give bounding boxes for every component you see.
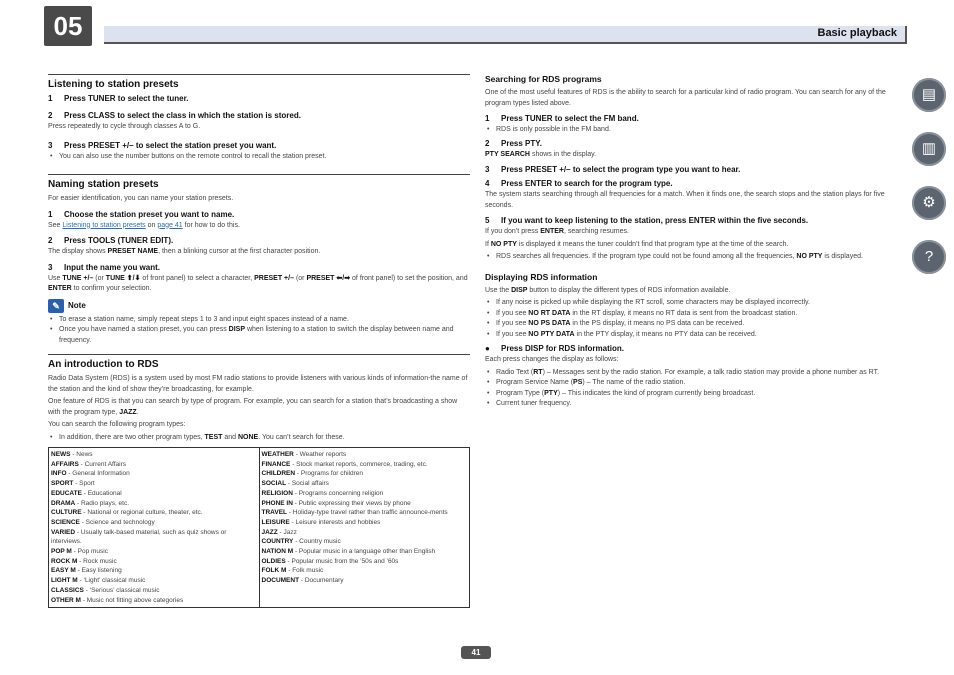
note-heading: ✎ Note: [48, 299, 470, 313]
naming-title: Naming station presets: [48, 174, 470, 190]
listening-step-2-desc: Press repeatedly to cycle through classes A to G.: [48, 123, 201, 130]
searching-step-5-desc-b: If NO PTY is displayed it means the tuner couldn’t find that program type at the time of the search.: [485, 240, 789, 248]
listening-step-2: 2 Press CLASS to select the class in which the station is stored.: [48, 111, 301, 120]
naming-step-3: 3 Input the name you want.: [48, 262, 161, 272]
naming-step-2: 2 Press TOOLS (TUNER EDIT).: [48, 236, 174, 245]
displaying-bullet-3: • If you see NO PS DATA in the PS display, it means no PS data can be received.: [487, 320, 745, 327]
displaying-bullet-4: • If you see NO PTY DATA in the PTY display, it means no PTY data can be received.: [487, 330, 757, 338]
displaying-bullet-1: • If any noise is picked up while displaying the RT scroll, some characters may be displayed incorrectly.: [487, 299, 810, 306]
searching-title: Searching for RDS programs: [485, 74, 602, 84]
searching-step-2: 2 Press PTY.: [485, 138, 542, 148]
program-type-item: EASY M - Easy listening: [51, 567, 122, 575]
searching-step-5-bullet: • RDS searches all frequencies. If the program type could not be found among all the frequencies, NO PTY is displayed.: [487, 253, 863, 260]
displaying-intro: Use the DISP button to display the different types of RDS information available.: [485, 286, 731, 294]
program-type-item: EDUCATE - Educational: [51, 489, 122, 497]
program-type-item: NEWS - News: [51, 451, 93, 458]
note-bullet-2: • Once you have named a station preset, you can press DISP when listening to a station to switch the display between name and frequency.: [50, 326, 454, 344]
displaying-title: Displaying RDS information: [485, 271, 598, 282]
naming-step-2-desc: The display shows PRESET NAME, then a blinking cursor at the first character position.: [48, 248, 321, 255]
program-type-item: AFFAIRS - Current Affairs: [51, 460, 127, 468]
searching-step-2-desc: PTY SEARCH shows in the display.: [485, 150, 597, 158]
program-type-item: SPORT - Sport: [51, 480, 95, 488]
question-mark-icon[interactable]: ?: [912, 240, 946, 274]
displaying-bullet-2: • If you see NO RT DATA in the RT display, it means no RT data is sent from the broadcast station.: [487, 309, 798, 317]
link-listening-presets[interactable]: Listening to station presets: [62, 221, 146, 229]
display-cycle-pty: • Program Type (PTY) – This indicates the kind of program currently being broadcast.: [487, 389, 756, 397]
rds-intro-p1: Radio Data System (RDS) is a system used by most FM radio stations to provide listeners with various kinds of information-the name of the station and the kind of show they’re broadcasting, for example.: [48, 375, 468, 393]
rds-intro-p2: One feature of RDS is that you can search by type of program. For example, you can search for a station that’s broadcasting a show with the program type, JAZZ.: [48, 398, 458, 416]
note-pencil-icon: ✎: [48, 299, 64, 313]
searching-step-1: 1 Press TUNER to select the FM band.: [485, 114, 639, 123]
naming-intro: For easier identification, you can name your station presets.: [48, 195, 234, 202]
side-navigation: [912, 78, 946, 294]
program-type-item: DRAMA - Radio plays, etc.: [51, 499, 130, 507]
program-type-item: WEATHER - Weather reports: [261, 451, 347, 458]
naming-step-3-desc: Use TUNE +/– (or TUNE ⬆/⬇ of front panel) to select a character, PRESET +/– (or PRESET ⬅/➡ of front panel) to set the position, and ENTER to confirm your selection.: [48, 274, 468, 292]
program-type-item: CHILDREN - Programs for children: [261, 470, 364, 478]
display-cycle-rt: • Radio Text (RT) – Messages sent by the radio station. For example, a talk radio station may provide a phone number as RT.: [487, 368, 880, 376]
left-column: [48, 74, 470, 608]
program-types-left: [49, 448, 260, 608]
program-type-item: OTHER M - Music not fitting above categories: [51, 596, 184, 604]
searching-step-5-desc-a: If you don’t press ENTER, searching resumes.: [485, 228, 629, 235]
program-type-item: JAZZ - Jazz: [261, 528, 297, 536]
program-types-table: [48, 447, 470, 608]
program-type-item: PHONE IN - Public expressing their views by phone: [261, 499, 411, 507]
section-title: Basic playback: [817, 27, 897, 39]
header-bar: [104, 26, 907, 44]
searching-intro: One of the most useful features of RDS is the ability to search for a particular kind of radio program. You can search for any of the program types listed above.: [485, 89, 886, 107]
link-page-41[interactable]: page 41: [157, 221, 183, 229]
displaying-step-desc: Each press changes the display as follows:: [485, 356, 619, 363]
program-type-item: CLASSICS - ‘Serious’ classical music: [51, 586, 160, 594]
program-type-item: LIGHT M - ‘Light’ classical music: [51, 577, 146, 585]
displaying-step: ● Press DISP for RDS information.: [485, 344, 624, 353]
display-cycle-ps: • Program Service Name (PS) – The name of the radio station.: [487, 379, 686, 386]
program-type-item: RELIGION - Programs concerning religion: [261, 489, 384, 497]
naming-step-1: 1 Choose the station preset you want to name.: [48, 209, 235, 219]
rds-intro-bullet: • In addition, there are two other program types, TEST and NONE. You can’t search for these.: [50, 433, 345, 441]
listening-step-1: 1 Press TUNER to select the tuner.: [48, 94, 189, 103]
program-type-item: LEISURE - Leisure interests and hobbies: [261, 518, 381, 526]
right-column: [485, 74, 901, 410]
rds-intro-title: An introduction to RDS: [48, 354, 470, 370]
program-type-item: FINANCE - Stock market reports, commerce, trading, etc.: [261, 460, 428, 468]
program-type-item: SCIENCE - Science and technology: [51, 518, 155, 526]
chapter-number: 05: [44, 6, 92, 46]
searching-step-3: 3 Press PRESET +/– to select the program type you want to hear.: [485, 165, 741, 174]
searching-step-4-desc: The system starts searching through all frequencies for a match. When it finds one, the search stops and the station plays for five seconds.: [485, 191, 885, 209]
searching-step-4: 4 Press ENTER to search for the program type.: [485, 179, 673, 188]
page-number: 41: [461, 646, 491, 659]
program-type-item: DOCUMENT - Documentary: [261, 577, 344, 585]
listening-step-3-bullet: • You can also use the number buttons on the remote control to recall the station preset.: [50, 152, 327, 160]
display-cycle-frequency: • Current tuner frequency.: [487, 400, 572, 407]
program-type-item: ROCK M - Rock music: [51, 557, 117, 565]
rds-intro-p3: You can search the following program types:: [48, 421, 186, 428]
program-type-item: SOCIAL - Social affairs: [261, 480, 329, 488]
program-type-item: TRAVEL - Holiday-type travel rather than traffic announce-ments: [261, 509, 448, 517]
program-type-item: COUNTRY - Country music: [261, 538, 341, 546]
note-bullet-1: • To erase a station name, simply repeat steps 1 to 3 and input eight spaces instead of a name.: [50, 315, 349, 323]
remote-control-icon[interactable]: ▥: [912, 132, 946, 166]
searching-step-5: 5 If you want to keep listening to the station, press ENTER within the five seconds.: [485, 216, 809, 225]
listening-step-3: 3 Press PRESET +/– to select the station preset you want.: [48, 140, 277, 150]
program-type-item: FOLK M - Folk music: [261, 567, 324, 575]
naming-see: See Listening to station presets on page 41 for how to do this.: [48, 221, 240, 229]
program-type-item: CULTURE - National or regional culture, theater, etc.: [51, 509, 203, 517]
listening-title: Listening to station presets: [48, 74, 470, 90]
program-type-item: VARIED - Usually talk-based material, such as quiz shows or interviews.: [51, 528, 227, 546]
program-type-item: OLDIES - Popular music from the ’50s and ’60s: [261, 557, 399, 565]
book-icon[interactable]: ▤: [912, 78, 946, 112]
program-type-item: INFO - General Information: [51, 470, 130, 478]
settings-question-icon[interactable]: ⚙: [912, 186, 946, 220]
program-types-right: [259, 448, 470, 608]
program-type-item: NATION M - Popular music in a language other than English: [261, 548, 436, 556]
program-type-item: POP M - Pop music: [51, 548, 108, 556]
searching-step-1-bullet: • RDS is only possible in the FM band.: [487, 126, 611, 133]
